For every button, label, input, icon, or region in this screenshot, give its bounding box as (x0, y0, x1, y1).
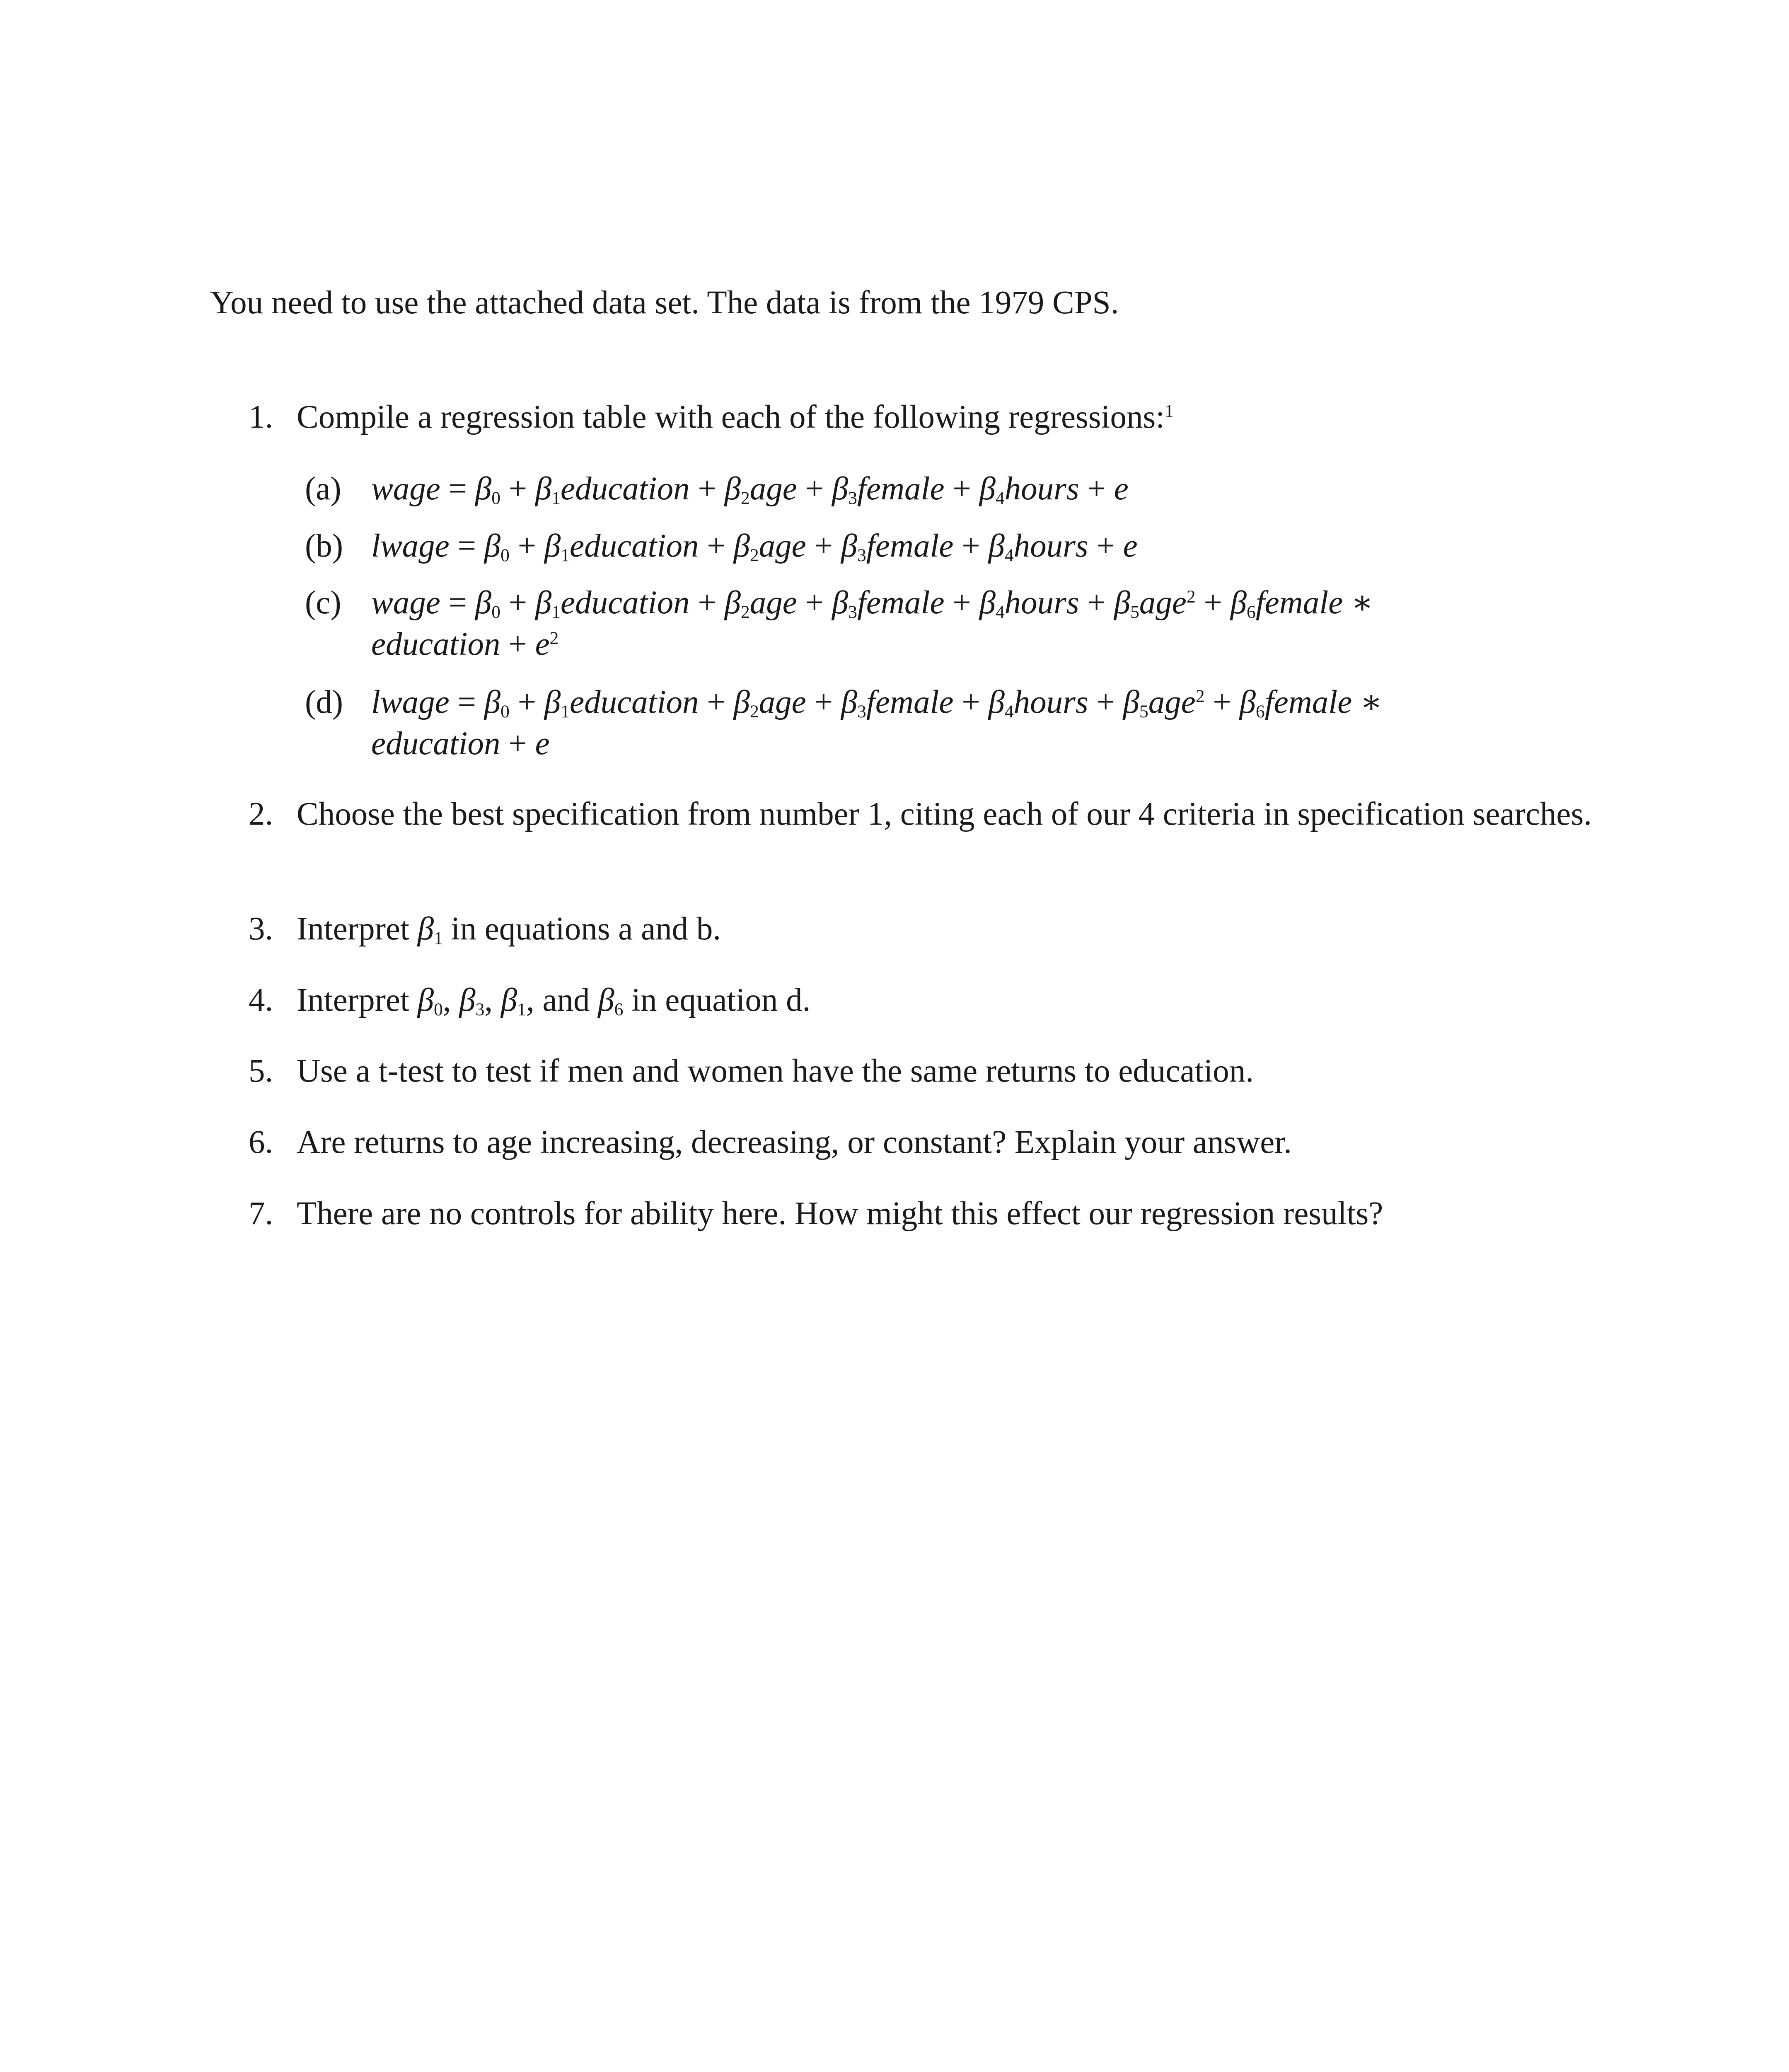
question-3 (249, 908, 1628, 951)
question-6 (249, 1121, 1628, 1164)
question-7 (249, 1192, 1628, 1235)
intro-text: You need to use the attached data set. The data is from the 1979 CPS. (210, 285, 1119, 321)
question-text: Interpret $\beta_0$, $\beta_3$, $\beta_1$, and $\beta_6$ in equation d. (297, 982, 811, 1019)
question-5 (249, 1050, 1628, 1093)
question-number: 1. (249, 399, 273, 435)
question-2 (249, 793, 1628, 836)
regression-equation: wage = $\beta_0$ + $\beta_1education + \beta_2age$ + $\beta_3female$ + $\beta_4hours + \beta_5age^2$ + $\beta_6female$ ∗ education + $e^2$ (371, 585, 1373, 662)
regression-d (305, 682, 1631, 765)
regression-b (305, 525, 1631, 567)
regression-equation: lwage = $\beta_0$ + $\beta_1education + \beta_2age$ + $\beta_3female$ + $\beta_4hours + e$ (371, 528, 1138, 565)
question-text: Use a t-test to test if men and women have the same returns to education. (297, 1053, 1254, 1089)
question-number: 6. (249, 1124, 273, 1160)
question-4 (249, 979, 1628, 1022)
question-number: 7. (249, 1196, 273, 1232)
question-1 (249, 396, 1628, 439)
footnote-mark: 1 (1165, 401, 1174, 421)
regression-a (305, 468, 1631, 510)
question-number: 4. (249, 982, 273, 1018)
question-text: There are no controls for ability here. How might this effect our regression results? (297, 1196, 1383, 1232)
regression-label: (b) (305, 528, 343, 564)
regression-c (305, 582, 1631, 665)
question-text: Choose the best specification from number 1, citing each of our 4 criteria in specification searches. (297, 796, 1592, 832)
question-number: 2. (249, 796, 273, 832)
question-text: Compile a regression table with each of the following regressions: (297, 399, 1165, 435)
question-text: Interpret $\beta_1$ in equations a and b. (297, 911, 721, 948)
regression-label: (c) (305, 585, 341, 621)
regression-label: (d) (305, 684, 343, 720)
question-number: 3. (249, 911, 273, 947)
question-number: 5. (249, 1053, 273, 1089)
regression-equation: lwage = $\beta_0$ + $\beta_1education + \beta_2age$ + $\beta_3female$ + $\beta_4hours + \beta_5age^2$ + $\beta_6female$ ∗ education + e (371, 684, 1383, 762)
question-text: Are returns to age increasing, decreasing, or constant? Explain your answer. (297, 1124, 1292, 1160)
regression-equation: wage = $\beta_0$ + $\beta_1education + \beta_2age$ + $\beta_3female$ + $\beta_4hours + e$ (371, 471, 1129, 508)
regression-label: (a) (305, 471, 341, 507)
